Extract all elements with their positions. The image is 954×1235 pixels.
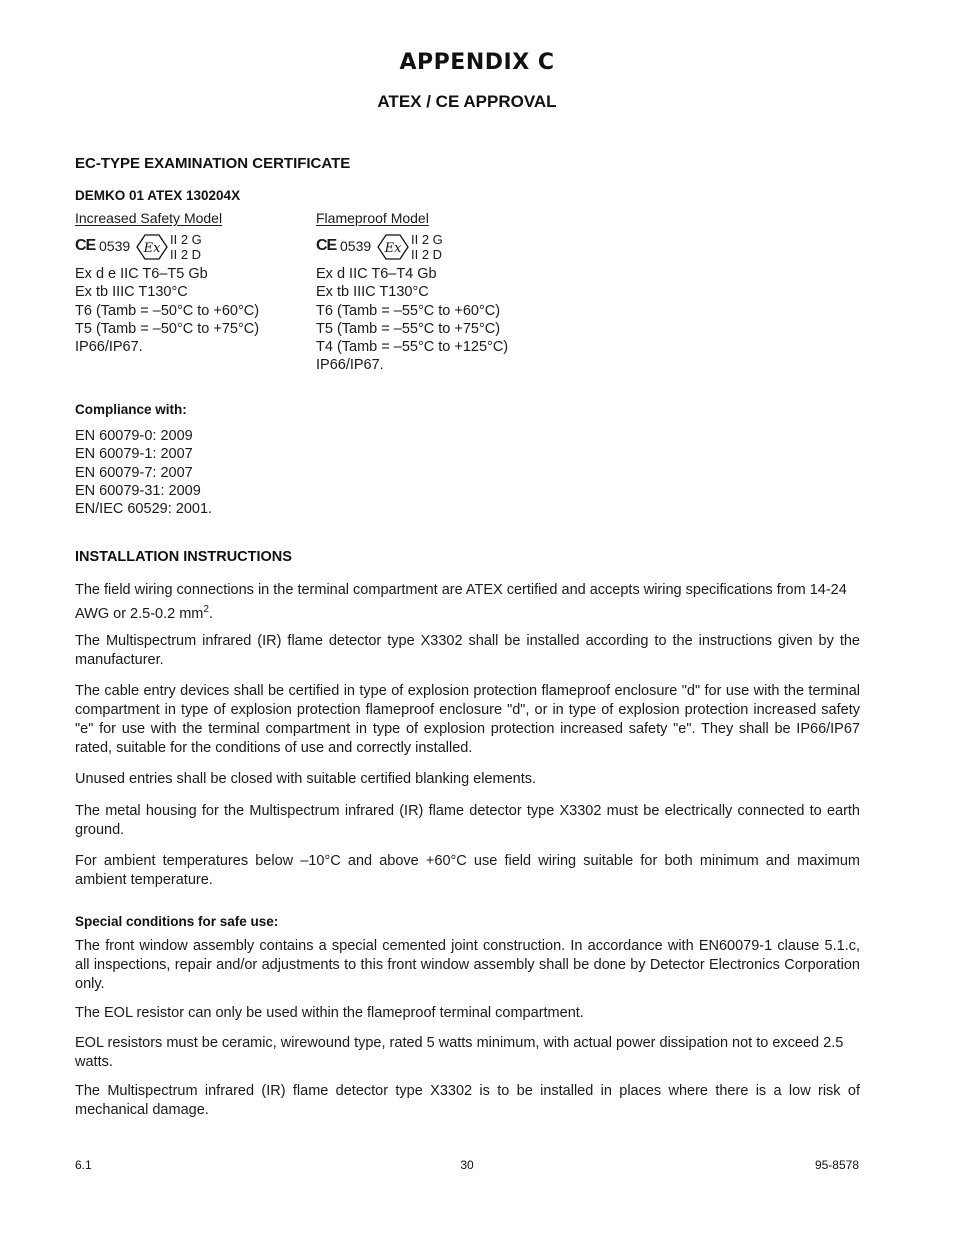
page-title: APPENDIX C [399,50,555,75]
notified-body-number: 0539 [99,238,131,254]
compliance-list [75,427,212,518]
special-condition-paragraph: The Multispectrum infrared (IR) flame detector type X3302 is to be installed in places where there is a low risk of mechanical damage. [75,1083,860,1118]
wiring-paragraph: The field wiring connections in the terminal compartment are ATEX certified and accepts wiring specifications from 14-24 AWG or 2.5-0.2 $mm^2$. [75,582,847,622]
ratings-list: Ex d e IIC T6–T5 Gb Ex tb IIIC T130°C T6 (Tamb = –50°C to +60°C) T5 (Tamb = –50°C to +75°C) IP66/IP67. [75,266,260,356]
ex-hexagon-icon [377,234,409,263]
special-conditions-heading: Special conditions for safe use: [75,914,279,929]
svg-text:Ex: Ex [143,241,161,256]
footer-page-number: 30 [460,1158,474,1172]
ex-hexagon-icon [136,234,168,263]
atex-marking [316,232,516,262]
installation-paragraph: The metal housing for the Multispectrum infrared (IR) flame detector type X3302 must be electrically connected to earth ground. [75,803,860,838]
compliance-standard: EN 60079-7: 2007 [75,464,193,481]
special-condition-paragraph: The front window assembly contains a special cemented joint construction. In accordance with EN60079-1 clause 5.1.c, all inspections, repair and/or adjustments to this front window assembly shall be done by Detector Electronics Corporation only. [75,938,860,992]
installation-heading: INSTALLATION INSTRUCTIONS [75,549,292,565]
certificate-number: DEMKO 01 ATEX 130204X [75,188,241,203]
installation-paragraph: The Multispectrum infrared (IR) flame detector type X3302 shall be installed according to the instructions given by the manufacturer. [75,633,860,668]
page-subtitle: ATEX / CE APPROVAL [377,92,557,111]
installation-paragraph: Unused entries shall be closed with suitable certified blanking elements. [75,771,537,787]
compliance-heading: Compliance with: [75,402,187,417]
equipment-groups: II 2 G II 2 D [411,232,443,262]
ce-mark-icon: CE [316,237,337,254]
compliance-standard: EN 60079-1: 2007 [75,446,193,463]
ratings-list: Ex d IIC T6–T4 Gb Ex tb IIIC T130°C T6 (Tamb = –55°C to +60°C) T5 (Tamb = –55°C to +75°C) T4 (Tamb = –55°C to +125°C) IP66/IP67. [316,266,509,374]
ce-mark-icon: CE [75,237,96,254]
compliance-standard: EN/IEC 60529: 2001. [75,501,213,518]
installation-paragraph: For ambient temperatures below –10°C and above +60°C use field wiring suitable for both minimum and maximum ambient temperature. [75,853,860,888]
certificate-heading: EC-TYPE EXAMINATION CERTIFICATE [75,155,351,172]
increased-safety-model [75,210,275,356]
special-condition-paragraph: The EOL resistor can only be used within the flameproof terminal compartment. [75,1005,584,1021]
installation-paragraph: The cable entry devices shall be certified in type of explosion protection flameproof enclosure "d" for use with the terminal compartment in type of explosion protection flameproof enclosure "d", or in type of explosion protection increased safety "e" for use with the terminal compartment in type of explosion protection increased safety "e". They shall be IP66/IP67 rated, suitable for the conditions of use and correctly installed. [75,683,860,756]
model-label: Flameproof Model [316,210,429,226]
model-label: Increased Safety Model [75,210,223,226]
compliance-standard: EN 60079-0: 2009 [75,428,193,444]
special-condition-paragraph: EOL resistors must be ceramic, wirewound type, rated 5 watts minimum, with actual power dissipation not to exceed 2.5 watts. [75,1035,844,1070]
footer-document-number: 95-8578 [814,1158,859,1172]
svg-text:Ex: Ex [384,241,402,256]
atex-marking [75,232,275,262]
footer-revision: 6.1 [75,1158,92,1172]
compliance-standard: EN 60079-31: 2009 [75,482,201,499]
notified-body-number: 0539 [340,238,372,254]
flameproof-model [316,210,516,375]
equipment-groups: II 2 G II 2 D [170,232,202,262]
